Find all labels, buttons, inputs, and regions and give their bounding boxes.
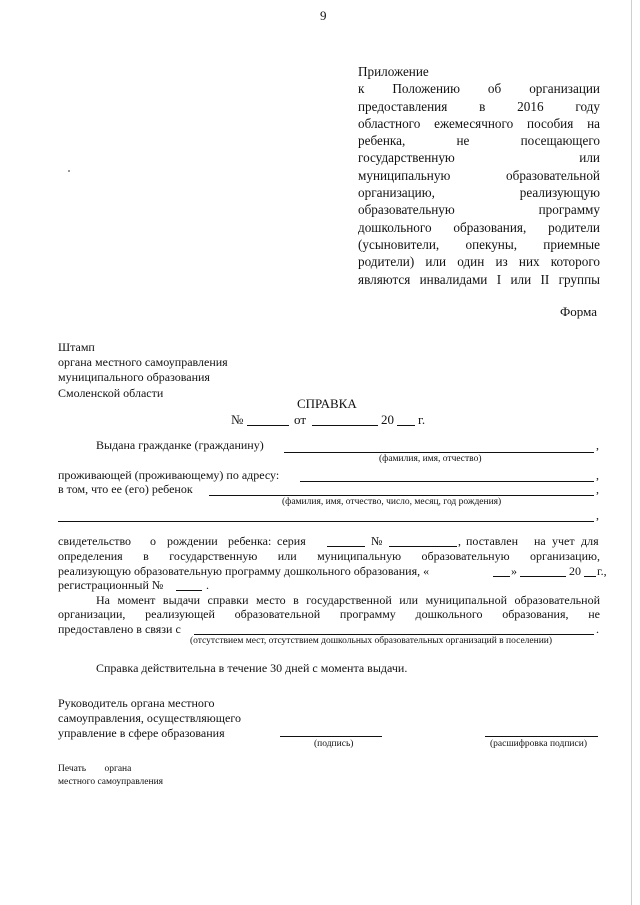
appendix-line: родители) или один из них которого bbox=[358, 254, 600, 270]
p1-line-3: реализующую образовательную программу дошкольного образования, « bbox=[58, 564, 430, 578]
p1-period: . bbox=[206, 578, 209, 592]
p1-word: на bbox=[534, 534, 546, 548]
child-comma-2: , bbox=[596, 508, 599, 522]
issued-label: Выдана гражданке (гражданину) bbox=[96, 438, 264, 452]
address-comma: , bbox=[596, 468, 599, 482]
p1-word: ребенка: bbox=[228, 534, 272, 548]
appendix-line: (усыновители, опекуны, приемные bbox=[358, 236, 600, 252]
year-field[interactable] bbox=[397, 425, 415, 426]
appendix-line: Приложение bbox=[358, 64, 429, 79]
child-caption: (фамилия, имя, отчество, число, месяц, год рождения) bbox=[282, 497, 502, 507]
address-label: проживающей (проживающему) по адресу: bbox=[58, 468, 280, 482]
certificate-number-field[interactable] bbox=[389, 546, 457, 547]
head-line: Руководитель органа местного bbox=[58, 696, 215, 710]
p1-word: о bbox=[150, 534, 156, 548]
address-field[interactable] bbox=[300, 481, 594, 482]
stamp-line: муниципального образования bbox=[58, 370, 210, 385]
p1-word: рождении bbox=[167, 534, 218, 548]
child-field[interactable] bbox=[209, 495, 594, 496]
p1-word: для bbox=[581, 534, 599, 548]
p1-line-4: регистрационный № bbox=[58, 578, 164, 592]
head-line: управление в сфере образования bbox=[58, 726, 225, 740]
stamp-block bbox=[58, 340, 228, 401]
reg-year-field[interactable] bbox=[584, 576, 596, 577]
signature-decoding-field[interactable] bbox=[485, 736, 598, 737]
p1-year-prefix: 20 bbox=[569, 564, 581, 578]
year-suffix: г. bbox=[418, 412, 426, 427]
p2-line-3: предоставлено в связи с bbox=[58, 622, 181, 636]
day-field[interactable] bbox=[493, 576, 510, 577]
stamp-line: органа местного самоуправления bbox=[58, 355, 228, 370]
appendix-line: областного ежемесячного пособия на bbox=[358, 115, 600, 131]
head-block bbox=[58, 696, 241, 741]
number-sign: № bbox=[231, 412, 244, 427]
p1-word: поставлен bbox=[466, 534, 519, 548]
p1-year-suffix: г., bbox=[597, 564, 607, 578]
stamp-line: Штамп bbox=[58, 340, 95, 354]
signature-caption: (подпись) bbox=[314, 739, 354, 749]
scan-edge bbox=[631, 0, 632, 905]
p2-line-1: На момент выдачи справки место в государственной или муниципальной образовательной bbox=[96, 593, 600, 607]
appendix-line: образовательную программу bbox=[358, 202, 600, 218]
child-extra-field[interactable] bbox=[58, 521, 594, 522]
head-line: самоуправления, осуществляющего bbox=[58, 711, 241, 725]
appendix-line: предоставления в 2016 году bbox=[358, 98, 600, 114]
p1-word: , bbox=[458, 534, 461, 548]
scan-speck bbox=[68, 170, 70, 172]
page-number: 9 bbox=[320, 8, 327, 23]
reason-field[interactable] bbox=[194, 634, 594, 635]
year-prefix: 20 bbox=[381, 412, 394, 427]
child-label: в том, что ее (его) ребенок bbox=[58, 482, 193, 496]
p1-word: свидетельство bbox=[58, 534, 132, 548]
seal-line: Печать органа bbox=[58, 764, 132, 774]
seal-block bbox=[58, 763, 163, 789]
date-from-label: от bbox=[294, 412, 307, 427]
appendix-line: организацию, реализующую bbox=[358, 185, 600, 201]
issued-name-field[interactable] bbox=[284, 452, 594, 453]
appendix-line: являются инвалидами I или II группы bbox=[358, 271, 600, 287]
date-field[interactable] bbox=[312, 425, 378, 426]
registration-number-field[interactable] bbox=[176, 590, 202, 591]
p1-word: № bbox=[371, 534, 383, 548]
appendix-line: муниципальную образовательной bbox=[358, 167, 600, 183]
p1-quote-close: » bbox=[511, 564, 517, 578]
p1-word: учет bbox=[552, 534, 575, 548]
appendix-block bbox=[358, 63, 600, 288]
issued-caption: (фамилия, имя, отчество) bbox=[379, 454, 482, 464]
seal-line: местного самоуправления bbox=[58, 777, 164, 787]
signature-field[interactable] bbox=[280, 736, 382, 737]
issued-comma: , bbox=[596, 438, 599, 452]
number-field[interactable] bbox=[247, 425, 289, 426]
p2-period: . bbox=[596, 622, 599, 636]
p1-line-2: определения в государственную или муниципальную образовательную организацию, bbox=[58, 549, 600, 563]
appendix-line: дошкольного образования, родители bbox=[358, 219, 600, 235]
document-title: СПРАВКА bbox=[297, 396, 357, 411]
appendix-line: к Положению об организации bbox=[358, 81, 600, 97]
series-field[interactable] bbox=[327, 546, 365, 547]
child-comma: , bbox=[596, 482, 599, 496]
month-field[interactable] bbox=[520, 576, 566, 577]
stamp-line: Смоленской области bbox=[58, 385, 164, 400]
validity-statement: Справка действительна в течение 30 дней с момента выдачи. bbox=[96, 661, 408, 675]
form-label: Форма bbox=[560, 304, 597, 319]
signature-decoding-caption: (расшифровка подписи) bbox=[490, 739, 587, 749]
appendix-line: ребенка, не посещающего bbox=[358, 133, 600, 149]
p1-word: серия bbox=[277, 534, 306, 548]
p2-line-2: организации, реализующей образовательной программу дошкольного образования, не bbox=[58, 607, 600, 621]
reason-caption: (отсутствием мест, отсутствием дошкольных образовательных организаций в поселении) bbox=[190, 636, 553, 646]
appendix-line: государственную или bbox=[358, 150, 600, 166]
